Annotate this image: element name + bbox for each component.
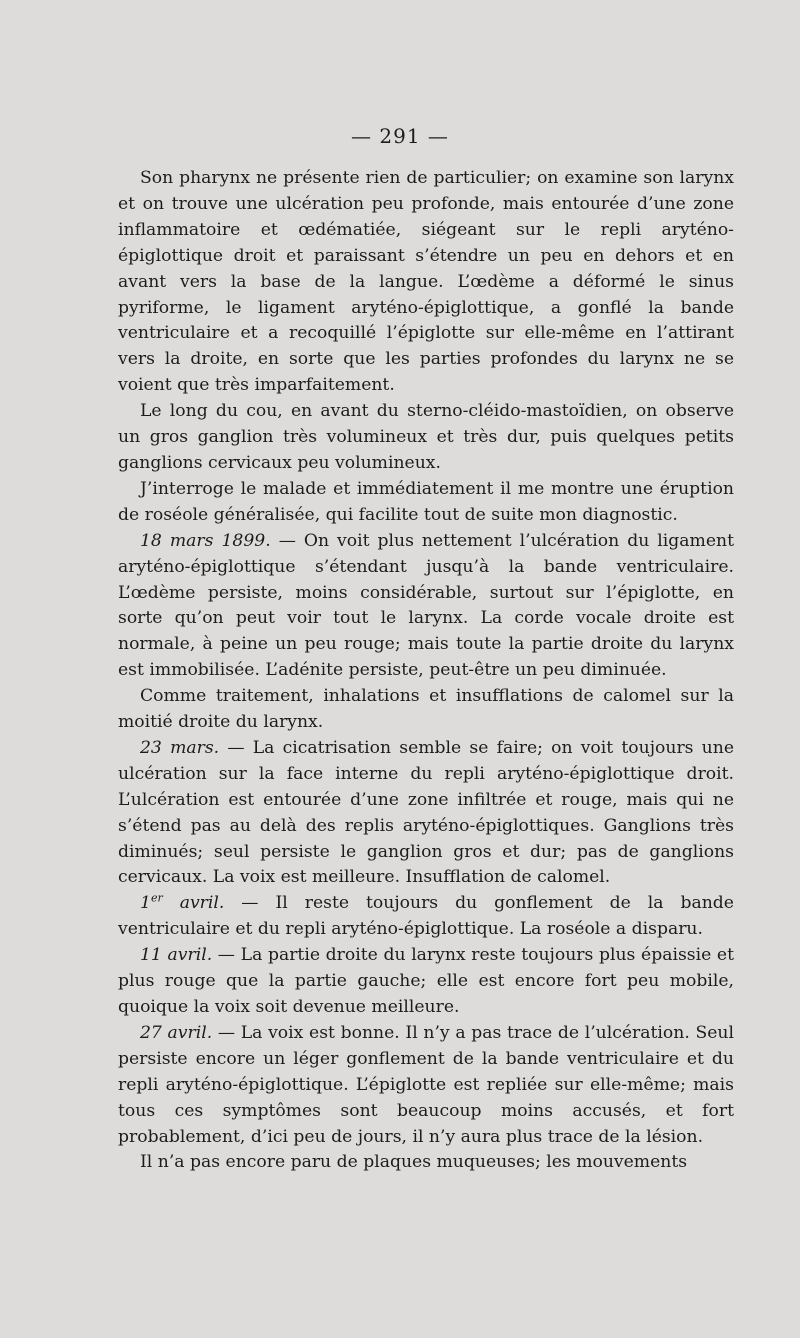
paragraph: 27 avril. — La voix est bonne. Il n’y a pas trace de l’ulcération. Seul persiste encore un léger gonflement de la bande ventriculaire et du repli aryténo-épiglottique. L’épiglotte est repliée sur elle-même; mais tous ces symptômes sont beaucoup moins accusés, et fort probablement, d’ici peu de jours, il n’y aura plus trace de la lésion. bbox=[118, 1022, 734, 1147]
paragraph: Le long du cou, en avant du sterno-cléido-mastoïdien, on observe un gros ganglion très volumineux et très dur, puis quelques petits ganglions cervicaux peu volumineux. bbox=[118, 401, 734, 473]
entry-date: 11 avril. bbox=[140, 945, 213, 966]
paragraph: 18 mars 1899. — On voit plus nettement l’ulcération du ligament aryténo-épiglottique s’étendant jusqu’à la bande ventriculaire. L’œdème persiste, moins considérable, surtout sur l’épiglotte, en sorte qu’on peut voir tout le larynx. La corde vocale droite est normale, à peine un peu rouge; mais toute la partie droite du larynx est immobilisée. L’adénite persiste, peut-être un peu diminuée. bbox=[118, 530, 734, 681]
paragraph: Son pharynx ne présente rien de particulier; on examine son larynx et on trouve une ulcération peu profonde, mais entourée d’une zone inflammatoire et œdématiée, siégeant sur le repli aryténo-épiglottique droit et paraissant s’étendre un peu en dehors et en avant vers la base de la langue. L’œdème a déformé le sinus pyriforme, le ligament aryténo-épiglottique, a gonflé la bande ventriculaire et a recoquillé l’épiglotte sur elle-même en l’attirant vers la droite, en sorte que les parties profondes du larynx ne se voient que très imparfaitement. bbox=[118, 168, 734, 396]
entry-date: 18 mars 1899. bbox=[140, 530, 271, 551]
body-text bbox=[118, 166, 734, 1176]
paragraph: Comme traitement, inhalations et insufflations de calomel sur la moitié droite du larynx. bbox=[118, 686, 734, 733]
entry-date: 27 avril. bbox=[140, 1022, 213, 1043]
paragraph: 11 avril. — La partie droite du larynx reste toujours plus épaissie et plus rouge que la partie gauche; elle est encore fort peu mobile, quoique la voix soit devenue meilleure. bbox=[118, 945, 734, 1017]
paragraph: J’interroge le malade et immédiatement il me montre une éruption de roséole généralisée, qui facilite tout de suite mon diagnostic. bbox=[118, 478, 734, 525]
paragraph: 1er avril. — Il reste toujours du gonflement de la bande ventriculaire et du repli aryténo-épiglottique. La roséole a disparu. bbox=[118, 891, 734, 940]
page-number: — 291 — bbox=[351, 124, 449, 148]
paragraph: Il n’a pas encore paru de plaques muqueuses; les mouvements bbox=[140, 1152, 688, 1173]
entry-date: 1er avril. bbox=[140, 891, 225, 914]
entry-date: 23 mars. bbox=[140, 737, 220, 758]
paragraph: 23 mars. — La cicatrisation semble se faire; on voit toujours une ulcération sur la face interne du repli aryténo-épiglottique droit. L’ulcération est entourée d’une zone infiltrée et rouge, mais qui ne s’étend pas au delà des replis aryténo-épiglottiques. Ganglions très diminués; seul persiste le ganglion gros et dur; pas de ganglions cervicaux. La voix est meilleure. Insufflation de calomel. bbox=[118, 737, 734, 888]
